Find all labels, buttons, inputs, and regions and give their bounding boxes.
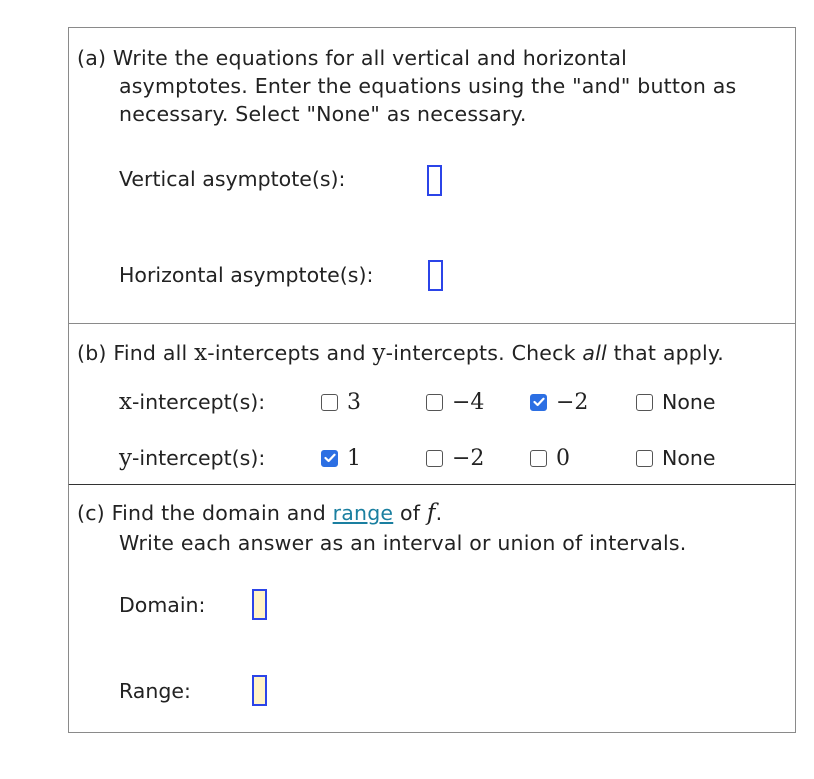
checkbox[interactable] (636, 450, 653, 467)
x-option-2-label: −2 (556, 389, 589, 415)
part-c-panel (68, 485, 796, 733)
vertical-asymptote-input[interactable] (427, 165, 442, 196)
x-row-variable: x (119, 389, 132, 415)
x-option-2[interactable] (530, 387, 588, 417)
part-b-prompt-suffix: that apply. (606, 341, 725, 365)
checkbox[interactable] (636, 394, 653, 411)
part-c-prompt-line-2: Write each answer as an interval or union of intervals. (119, 531, 687, 555)
x-option-none-label: None (662, 390, 716, 414)
y-option-1[interactable] (426, 443, 484, 473)
part-b-prompt-emphasis: all (582, 341, 607, 365)
x-option-none[interactable] (636, 387, 715, 417)
part-a-panel (68, 27, 796, 324)
domain-input[interactable] (252, 589, 267, 620)
part-a-prompt-line-1: (a) Write the equations for all vertical and horizontal (77, 46, 627, 70)
x-variable: x (194, 340, 208, 366)
part-a-prompt-line-2: asymptotes. Enter the equations using the "and" button as (119, 74, 737, 98)
x-option-0-label: 3 (347, 389, 361, 415)
x-row-label-text: -intercept(s): (131, 390, 266, 414)
x-option-1[interactable] (426, 387, 484, 417)
function-f: f (426, 500, 436, 526)
y-option-none[interactable] (636, 443, 715, 473)
x-intercept-label (119, 389, 265, 415)
part-c-prompt-end: . (435, 501, 443, 525)
horizontal-asymptote-input[interactable] (428, 260, 443, 291)
domain-label: Domain: (119, 593, 206, 617)
range-definition-link[interactable]: range (332, 501, 394, 525)
part-b-prompt-mid: -intercepts and (207, 341, 373, 365)
range-label: Range: (119, 679, 191, 703)
horizontal-asymptote-label: Horizontal asymptote(s): (119, 263, 374, 287)
x-option-0[interactable] (321, 387, 361, 417)
y-option-none-label: None (662, 446, 716, 470)
checkbox[interactable] (530, 450, 547, 467)
part-b-prompt (77, 339, 724, 368)
part-c-prompt-prefix: (c) Find the domain and (77, 501, 333, 525)
y-option-0-label: 1 (347, 445, 361, 471)
checkbox[interactable] (321, 450, 338, 467)
checkbox[interactable] (530, 394, 547, 411)
y-option-2[interactable] (530, 443, 570, 473)
checkbox[interactable] (426, 450, 443, 467)
vertical-asymptote-label: Vertical asymptote(s): (119, 167, 346, 191)
y-row-label-text: -intercept(s): (132, 446, 266, 470)
y-variable: y (372, 340, 386, 366)
part-b-panel (68, 323, 796, 486)
part-a-prompt-line-3: necessary. Select "None" as necessary. (119, 102, 527, 126)
part-c-prompt-mid: of (393, 501, 427, 525)
y-option-1-label: −2 (452, 445, 485, 471)
part-b-prompt-mid2: -intercepts. Check (385, 341, 583, 365)
y-intercept-label (119, 445, 265, 471)
checkbox[interactable] (426, 394, 443, 411)
y-row-variable: y (119, 445, 132, 471)
part-b-prompt-prefix: (b) Find all (77, 341, 195, 365)
part-c-prompt-line-1 (77, 499, 442, 528)
range-input[interactable] (252, 675, 267, 706)
x-option-1-label: −4 (452, 389, 485, 415)
y-option-2-label: 0 (556, 445, 570, 471)
y-option-0[interactable] (321, 443, 361, 473)
checkbox[interactable] (321, 394, 338, 411)
